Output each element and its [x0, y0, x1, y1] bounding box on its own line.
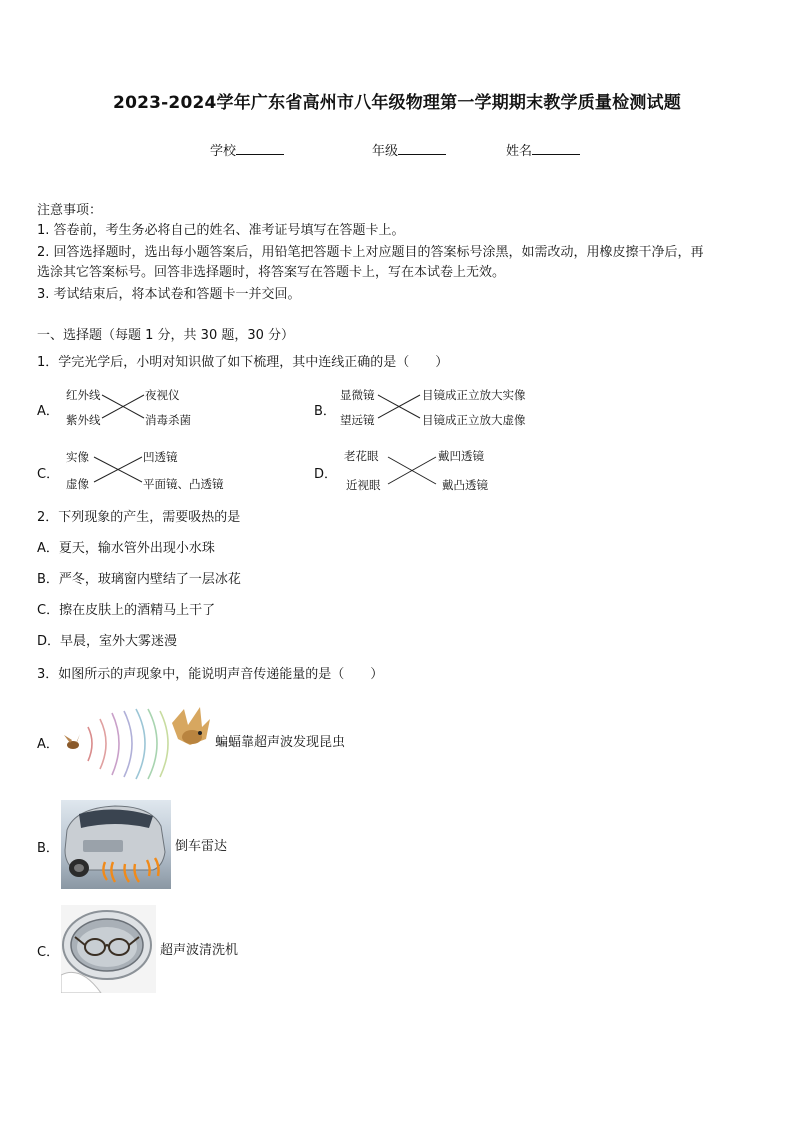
name-blank	[532, 142, 580, 155]
q1-c-right-1: 凹透镜	[143, 450, 178, 464]
q1-option-d-label: D．	[314, 467, 338, 482]
school-field	[210, 140, 284, 159]
notice-item-3: 3. 考试结束后，将本试卷和答题卡一并交回。	[37, 287, 301, 302]
q2-option-b: B．严冬，玻璃窗内壁结了一层冰花	[37, 572, 241, 587]
grade-blank	[398, 142, 446, 155]
school-label: 学校	[210, 144, 237, 159]
q1-b-right-1: 目镜成正立放大实像	[422, 388, 526, 402]
name-field	[506, 140, 580, 159]
q1-c-left-1: 实像	[66, 450, 89, 464]
notice-heading: 注意事项：	[37, 203, 103, 218]
q1-stem: 1．学完光学后，小明对知识做了如下梳理，其中连线正确的是（ ）	[37, 355, 449, 370]
school-blank	[236, 142, 284, 155]
q1-c-left-2: 虚像	[66, 477, 89, 491]
q2-option-c: C．擦在皮肤上的酒精马上干了	[37, 603, 216, 618]
q1-d-right-2: 戴凸透镜	[442, 478, 488, 492]
q3-option-c-label: C．	[37, 945, 60, 960]
ultrasonic-cleaner-image	[61, 905, 156, 993]
q2-option-a: A．夏天，输水管外出现小水珠	[37, 541, 215, 556]
q1-a-left-1: 红外线	[66, 388, 101, 402]
section-heading: 一、选择题（每题 1 分，共 30 题，30 分）	[37, 328, 295, 343]
notice-item-1: 1. 答卷前，考生务必将自己的姓名、准考证号填写在答题卡上。	[37, 223, 405, 238]
q1-d-match-lines	[386, 455, 438, 487]
grade-field	[372, 140, 446, 159]
q3-option-c-caption: 超声波清洗机	[160, 943, 239, 958]
q1-a-right-1: 夜视仪	[145, 388, 180, 402]
grade-label: 年级	[372, 144, 399, 159]
bat-icon	[172, 707, 210, 745]
q1-d-left-2: 近视眼	[346, 478, 381, 492]
page-title: 2023-2024学年广东省高州市八年级物理第一学期期末教学质量检测试题	[113, 93, 681, 113]
q1-b-match-lines	[376, 393, 422, 421]
q1-option-b-label: B．	[314, 404, 336, 419]
q3-stem: 3．如图所示的声现象中，能说明声音传递能量的是（ ）	[37, 667, 384, 682]
q1-b-left-1: 显微镜	[340, 388, 375, 402]
q1-a-match-lines	[100, 393, 146, 421]
q1-option-c-label: C．	[37, 467, 60, 482]
q3-option-b-caption: 倒车雷达	[175, 839, 228, 854]
q1-d-left-1: 老花眼	[344, 449, 379, 463]
q1-c-match-lines	[92, 455, 144, 485]
q3-option-a-label: A．	[37, 737, 59, 752]
name-label: 姓名	[506, 144, 533, 159]
bat-insect-image	[60, 703, 212, 781]
q1-b-left-2: 望远镜	[340, 413, 375, 427]
q1-c-right-2: 平面镜、凸透镜	[143, 477, 224, 491]
notice-item-2b: 选涂其它答案标号。回答非选择题时，将答案写在答题卡上，写在本试卷上无效。	[37, 265, 506, 280]
q1-option-a-label: A．	[37, 404, 59, 419]
notice-item-2a: 2. 回答选择题时，选出每小题答案后，用铅笔把答题卡上对应题目的答案标号涂黑，如需改动，用橡皮擦干净后，再	[37, 245, 704, 260]
insect-icon	[64, 734, 80, 749]
q1-d-right-1: 戴凹透镜	[438, 449, 484, 463]
q3-option-b-label: B．	[37, 841, 59, 856]
reversing-radar-image	[61, 800, 171, 889]
q2-stem: 2．下列现象的产生，需要吸热的是	[37, 510, 241, 525]
q3-option-a-caption: 蝙蝠靠超声波发现昆虫	[215, 735, 346, 750]
q1-a-right-2: 消毒杀菌	[145, 413, 191, 427]
q1-b-right-2: 目镜成正立放大虚像	[422, 413, 526, 427]
q2-option-d: D．早晨，室外大雾迷漫	[37, 634, 178, 649]
q1-a-left-2: 紫外线	[66, 413, 101, 427]
